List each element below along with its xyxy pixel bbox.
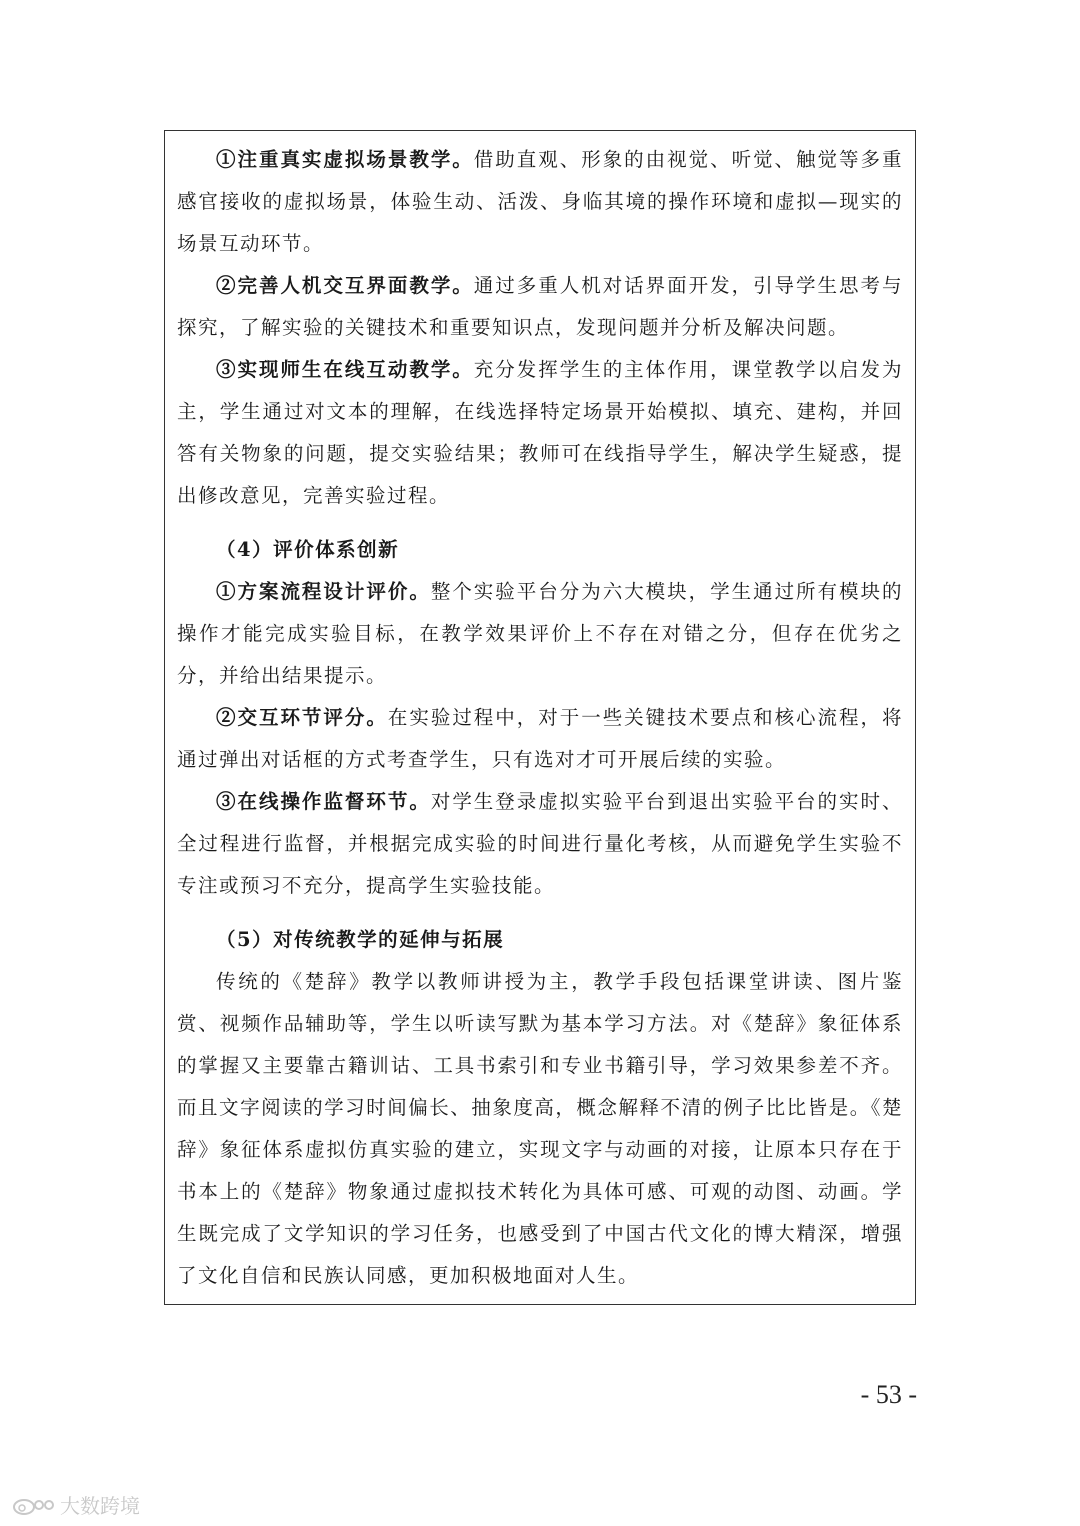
paragraph-text: 通过多重人机对话界面开发，引导学生思考与探究，了解实验的关键技术和重要知识点，发现问题并分析及解决问题。 <box>177 274 903 339</box>
paragraph <box>177 781 903 907</box>
content-frame <box>164 130 916 1305</box>
section-heading: （4）评价体系创新 <box>216 538 400 561</box>
page-number: - 53 - <box>860 1380 917 1409</box>
paragraph-lead: ③实现师生在线互动教学。 <box>216 358 474 381</box>
watermark <box>12 1490 140 1519</box>
paragraph-text: 充分发挥学生的主体作用，课堂教学以启发为主，学生通过对文本的理解，在线选择特定场景开始模拟、填充、建构，并回答有关物象的问题，提交实验结果；教师可在线指导学生，解决学生疑惑，提出修改意见，完善实验过程。 <box>177 358 903 507</box>
paragraph-lead: ②完善人机交互界面教学。 <box>216 274 474 297</box>
paragraph-lead: ①注重真实虚拟场景教学。 <box>216 148 474 171</box>
paragraph-text: 整个实验平台分为六大模块，学生通过所有模块的操作才能完成实验目标，在教学效果评价上不存在对错之分，但存在优劣之分，并给出结果提示。 <box>177 580 903 687</box>
paragraph <box>177 349 903 517</box>
weibo-logo-icon <box>12 1493 56 1517</box>
section-heading: （5）对传统教学的延伸与拓展 <box>216 928 505 951</box>
paragraph-text: 对学生登录虚拟实验平台到退出实验平台的实时、全过程进行监督，并根据完成实验的时间进行量化考核，从而避免学生实验不专注或预习不充分，提高学生实验技能。 <box>177 790 903 897</box>
paragraph-lead: ③在线操作监督环节。 <box>216 790 431 813</box>
paragraph <box>177 571 903 697</box>
paragraph <box>177 697 903 781</box>
paragraph-text: 在实验过程中，对于一些关键技术要点和核心流程，将通过弹出对话框的方式考查学生，只有选对才可开展后续的实验。 <box>177 706 903 771</box>
paragraph: 传统的《楚辞》教学以教师讲授为主，教学手段包括课堂讲读、图片鉴赏、视频作品辅助等，学生以听读写默为基本学习方法。对《楚辞》象征体系的掌握又主要靠古籍训诂、工具书索引和专业书籍引导，学习效果参差不齐。而且文字阅读的学习时间偏长、抽象度高，概念解释不清的例子比比皆是。《楚辞》象征体系虚拟仿真实验的建立，实现文字与动画的对接，让原本只存在于书本上的《楚辞》物象通过虚拟技术转化为具体可感、可观的动图、动画。学生既完成了文学知识的学习任务，也感受到了中国古代文化的博大精深，增强了文化自信和民族认同感，更加积极地面对人生。 <box>177 970 903 1287</box>
paragraph-lead: ①方案流程设计评价。 <box>216 580 431 603</box>
paragraph <box>177 265 903 349</box>
paragraph-lead: ②交互环节评分。 <box>216 706 388 729</box>
paragraph-text: 借助直观、形象的由视觉、听觉、触觉等多重感官接收的虚拟场景，体验生动、活泼、身临其境的操作环境和虚拟—现实的场景互动环节。 <box>177 148 903 255</box>
watermark-text: 大数跨境 <box>60 1494 140 1518</box>
paragraph <box>177 139 903 265</box>
